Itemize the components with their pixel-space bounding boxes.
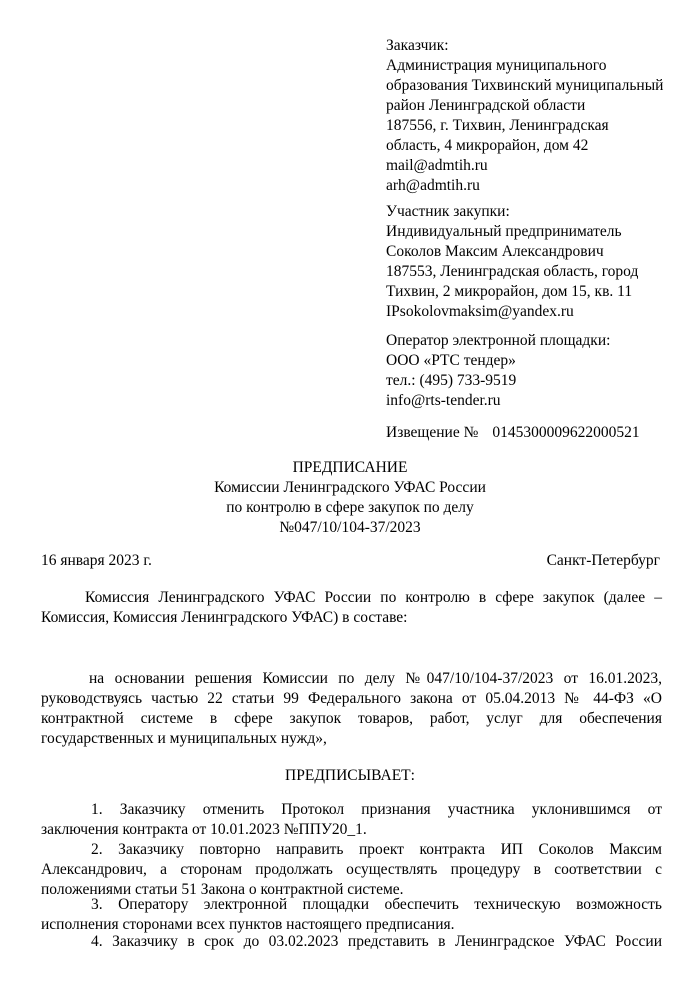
customer-label: Заказчик: [386,37,449,54]
paragraph-line: Комиссия Ленинградского УФАС России по контролю в сфере закупок (далее – [85,589,662,606]
customer-line: район Ленинградской области [386,97,586,114]
customer-email: mail@admtih.ru [386,157,488,174]
customer-line: Администрация муниципального [386,57,607,74]
notice-line [386,423,640,443]
paragraph-line: на основании решения Комиссии по делу №047/10/104-37/2023 от 16.01.2023, [89,670,662,687]
prescription-item-3 [41,895,662,935]
item-line: заключения контракта от 10.01.2023 №ППУ20_1. [41,821,367,838]
basis-paragraph [41,669,662,749]
item-line: 3. Оператору электронной площадки обеспечить техническую возможность [91,896,662,913]
participant-email: IPsokolovmaksim@yandex.ru [386,303,574,320]
paragraph-line: государственных и муниципальных нужд», [41,730,327,747]
customer-line: 187556, г. Тихвин, Ленинградская [386,117,609,134]
item-line: Александрович, а сторонам продолжать осуществлять процедуру в соответствии с [41,861,662,878]
prescription-item-1 [41,800,662,840]
document-city: Санкт-Петербург [546,552,660,569]
prescribes-heading: ПРЕДПИСЫВАЕТ: [285,767,415,784]
document-date: 16 января 2023 г. [41,552,152,569]
customer-email: arh@admtih.ru [386,177,480,194]
prescription-item-4 [41,932,662,952]
participant-line: Тихвин, 2 микрорайон, дом 15, кв. 11 [386,283,633,300]
case-number: №047/10/104-37/2023 [279,519,421,536]
participant-label: Участник закупки: [386,203,510,220]
participant-line: Соколов Максим Александрович [386,243,604,260]
paragraph-line: Комиссия, Комиссия Ленинградского УФАС) в составе: [41,609,408,626]
participant-address-block [386,202,686,322]
paragraph-line: контрактной системе в сфере закупок товаров, работ, услуг для обеспечения [41,710,662,727]
notice-label: Извещение № [386,424,479,441]
item-line: 2. Заказчику повторно направить проект контракта ИП Соколов Максим [91,841,662,858]
operator-email: info@rts-tender.ru [386,392,501,409]
date-place-row [41,551,660,571]
customer-line: область, 4 микрорайон, дом 42 [386,137,589,154]
customer-address-block [386,36,686,196]
operator-label: Оператор электронной площадки: [386,332,611,349]
title-heading: ПРЕДПИСАНИЕ [292,459,408,476]
operator-address-block [386,331,686,411]
prescription-item-2 [41,840,662,900]
notice-number: 0145300009622000521 [492,424,640,441]
document-title [0,458,700,538]
operator-phone: тел.: (495) 733-9519 [386,372,517,389]
item-line: 4. Заказчику в срок до 03.02.2023 представить в Ленинградское УФАС России [91,933,662,950]
item-line: исполнения сторонами всех пунктов настоящего предписания. [41,916,455,933]
customer-line: образования Тихвинский муниципальный [386,77,664,94]
item-line: положениями статьи 51 Закона о контрактной системе. [41,881,404,898]
paragraph-line: руководствуясь частью 22 статьи 99 Федерального закона от 05.04.2013 № 44-ФЗ «О [41,690,662,707]
title-line: Комиссии Ленинградского УФАС России [214,479,486,496]
item-line: 1. Заказчику отменить Протокол признания участника уклонившимся от [91,801,662,818]
commission-paragraph [41,588,662,628]
operator-line: ООО «РТС тендер» [386,352,516,369]
participant-line: Индивидуальный предприниматель [386,223,622,240]
title-line: по контролю в сфере закупок по делу [226,499,474,516]
participant-line: 187553, Ленинградская область, город [386,263,639,280]
